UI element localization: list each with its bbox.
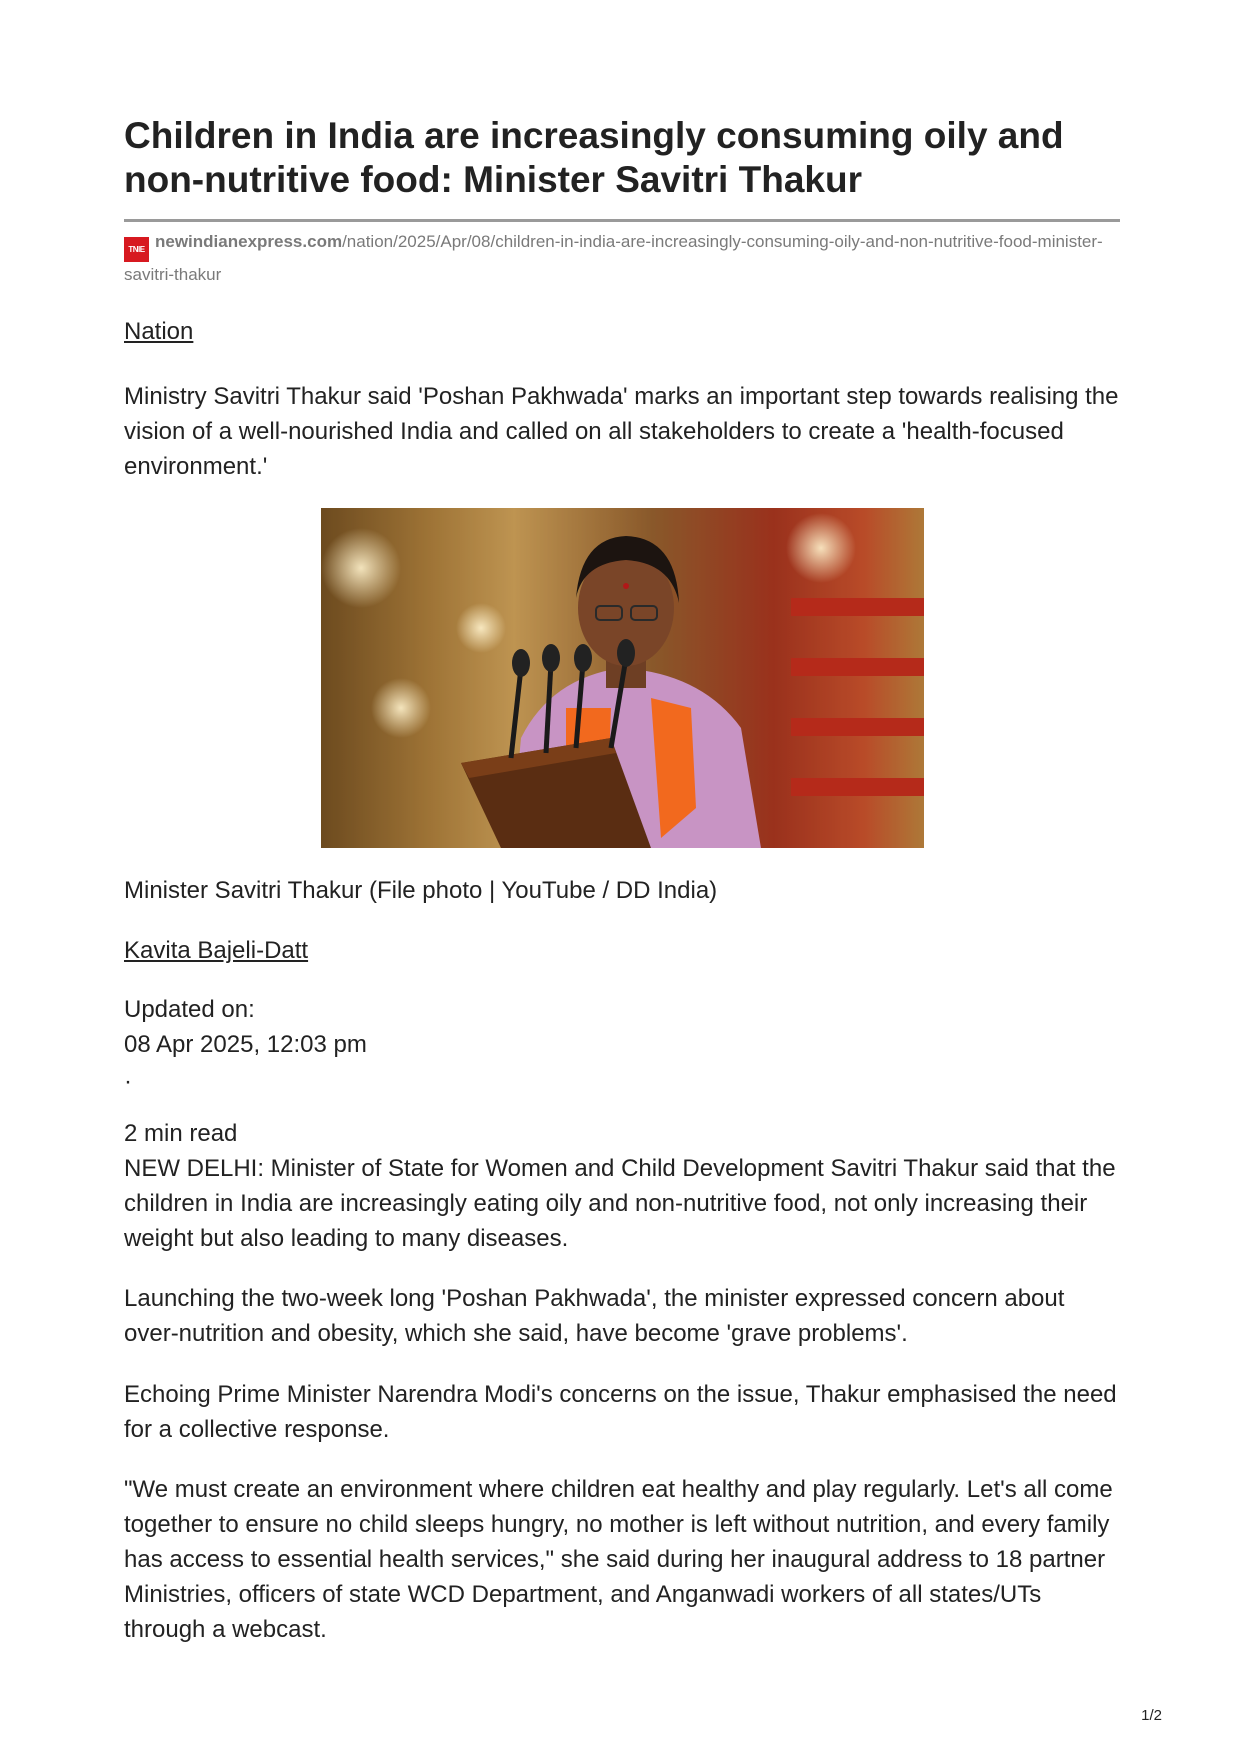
- source-path: /nation/2025/Apr/08/children-in-india-are-increasingly-consuming-oily-and-non-nutritive-food-minister-savitri-thakur: [124, 232, 1103, 284]
- article-summary: Ministry Savitri Thakur said 'Poshan Pakhwada' marks an important step towards realising the vision of a well-nourished India and called on all stakeholders to create a 'health-focused environment.': [124, 383, 1119, 480]
- page-number: 1/2: [1141, 1707, 1162, 1724]
- image-caption: Minister Savitri Thakur (File photo | YouTube / DD India): [124, 877, 718, 904]
- read-time: 2 min read: [124, 1120, 238, 1147]
- updated-label: Updated on:: [124, 996, 255, 1023]
- article-title: Children in India are increasingly consuming oily and non-nutritive food: Minister Savitri Thakur: [124, 115, 1064, 200]
- title-divider: [124, 219, 1120, 222]
- updated-date: 08 Apr 2025, 12:03 pm: [124, 1031, 367, 1058]
- source-url[interactable]: [124, 229, 1120, 287]
- author-link[interactable]: Kavita Bajeli-Datt: [124, 937, 309, 964]
- tnie-favicon-icon: TNIE: [124, 237, 149, 262]
- article-paragraph: Launching the two-week long 'Poshan Pakhwada', the minister expressed concern about over-nutrition and obesity, which she said, have become 'grave problems'.: [124, 1285, 1065, 1347]
- article-paragraph: "We must create an environment where children eat healthy and play regularly. Let's all come together to ensure no child sleeps hungry, no mother is left without nutrition, and every family has access to essential health services," she said during her inaugural address to 18 partner Ministries, officers of state WCD Department, and Anganwadi workers of all states/UTs through a webcast.: [124, 1476, 1113, 1643]
- source-domain: newindianexpress.com: [155, 232, 343, 251]
- article-paragraph: Echoing Prime Minister Narendra Modi's concerns on the issue, Thakur emphasised the need for a collective response.: [124, 1381, 1117, 1443]
- meta-separator: ·: [124, 1068, 132, 1095]
- article-paragraph: NEW DELHI: Minister of State for Women and Child Development Savitri Thakur said that the children in India are increasingly eating oily and non-nutritive food, not only increasing their weight but also leading to many diseases.: [124, 1155, 1116, 1252]
- minister-photo-illustration: [321, 508, 924, 848]
- article-photo: [321, 508, 924, 848]
- section-link[interactable]: Nation: [124, 318, 194, 345]
